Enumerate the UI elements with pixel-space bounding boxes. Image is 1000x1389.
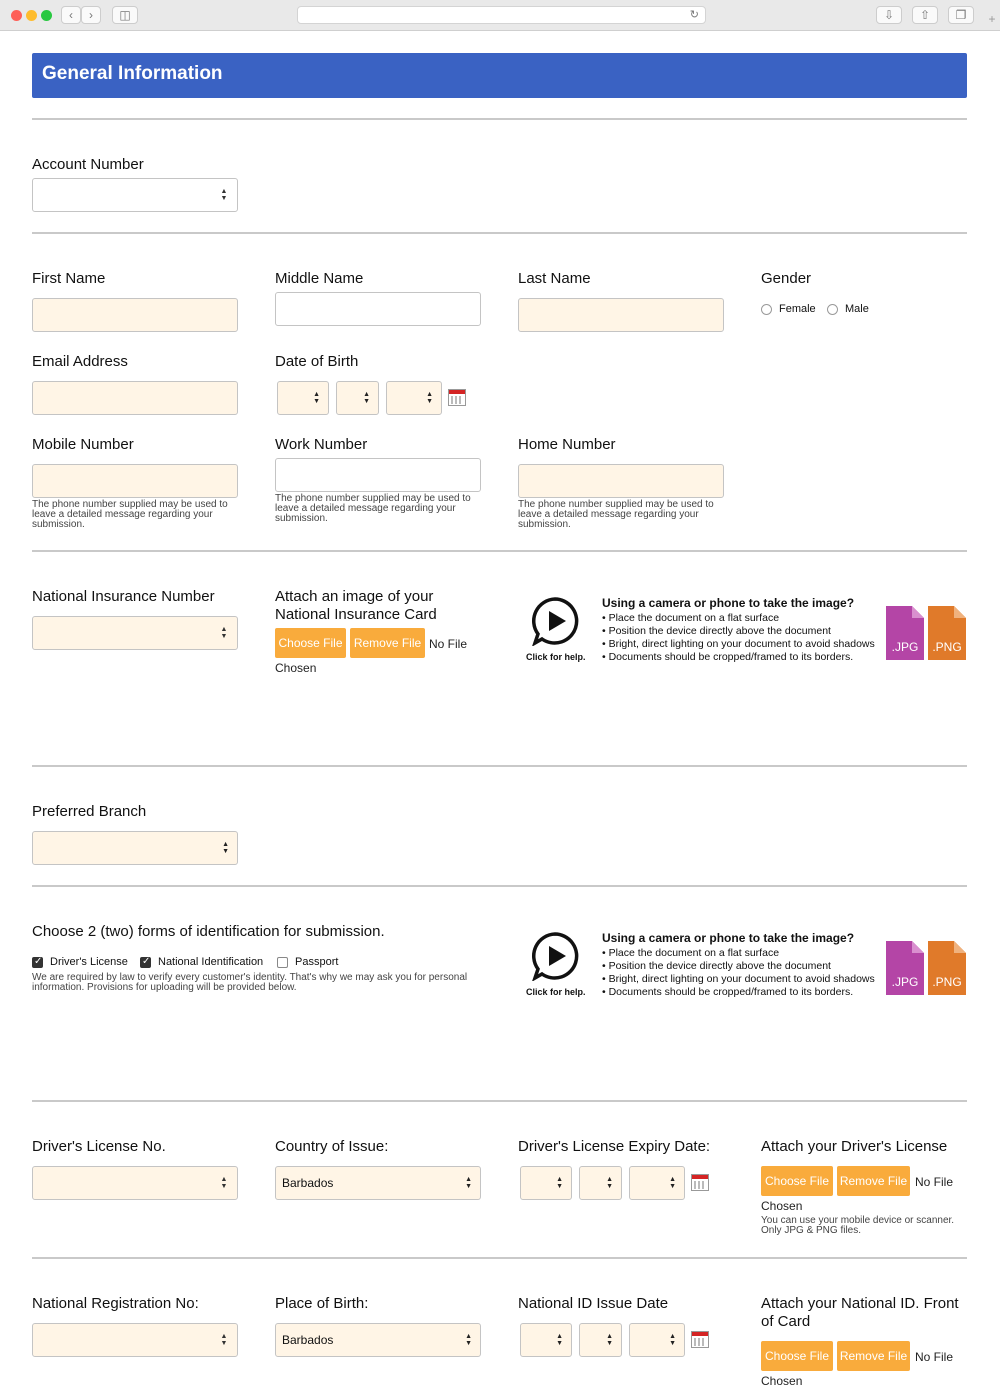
passport-label: Passport <box>295 956 339 968</box>
country-issue-select[interactable] <box>275 1166 481 1200</box>
middle-name-input[interactable] <box>275 292 481 326</box>
help-title: Using a camera or phone to take the image? <box>602 596 855 610</box>
jpg-label: .JPG <box>891 640 919 654</box>
address-bar[interactable] <box>297 6 706 24</box>
remove-file-button[interactable]: Remove File <box>837 1341 910 1371</box>
choose-file-button[interactable]: Choose File <box>761 1341 833 1371</box>
calendar-icon[interactable] <box>448 389 466 406</box>
place-birth-label: Place of Birth: <box>275 1295 369 1312</box>
work-input[interactable] <box>275 458 481 492</box>
chevron-updown-icon: ▲ ▼ <box>669 1176 676 1190</box>
dl-expiry-month-select[interactable] <box>579 1166 622 1200</box>
maximize-window-icon[interactable] <box>41 10 52 21</box>
sidebar-icon[interactable]: ◫ <box>112 6 138 24</box>
attach-nid-label: Attach your National ID. Front of Card <box>761 1295 959 1330</box>
home-label: Home Number <box>518 436 616 453</box>
id-note: We are required by law to verify every customer's identity. That's why we may ask you for personal information. Provisions for uploading will be provided below. <box>32 972 468 993</box>
help-tip: • Bright, direct lighting on your document to avoid shadows <box>602 973 875 985</box>
drivers-license-label: Driver's License <box>50 956 128 968</box>
click-for-help-text[interactable]: Click for help. <box>526 652 586 662</box>
stepper-icon[interactable]: ▲ ▼ <box>220 1333 228 1347</box>
email-label: Email Address <box>32 353 128 370</box>
png-label: .PNG <box>932 640 962 654</box>
minimize-window-icon[interactable] <box>26 10 37 21</box>
help-tip: • Documents should be cropped/framed to its borders. <box>602 986 854 998</box>
email-input[interactable] <box>32 381 238 415</box>
help-tip: • Place the document on a flat surface <box>602 612 780 624</box>
gender-female-label: Female <box>779 303 816 315</box>
account-number-input[interactable] <box>32 178 238 212</box>
chevron-updown-icon: ▲ ▼ <box>556 1176 563 1190</box>
passport-checkbox[interactable] <box>277 957 288 968</box>
gender-label: Gender <box>761 270 812 287</box>
choose-file-button[interactable]: Choose File <box>761 1166 833 1196</box>
help-tip: • Documents should be cropped/framed to its borders. <box>602 651 854 663</box>
chevron-updown-icon: ▲ ▼ <box>313 391 320 405</box>
dob-year-select[interactable] <box>386 381 442 415</box>
dl-no-label: Driver's License No. <box>32 1138 166 1155</box>
chevron-updown-icon: ▲ ▼ <box>465 1333 472 1347</box>
mobile-label: Mobile Number <box>32 436 134 453</box>
chevron-updown-icon: ▲ ▼ <box>363 391 370 405</box>
png-label: .PNG <box>932 975 962 989</box>
no-file-text: No File <box>429 637 468 651</box>
tabs-icon[interactable]: ❐ <box>948 6 974 24</box>
choose-file-button[interactable]: Choose File <box>275 628 346 658</box>
last-name-input[interactable] <box>518 298 724 332</box>
account-number-label: Account Number <box>32 156 144 173</box>
forward-icon[interactable]: › <box>81 6 101 24</box>
place-birth-select[interactable] <box>275 1323 481 1357</box>
calendar-icon[interactable] <box>691 1174 709 1191</box>
dl-expiry-year-select[interactable] <box>629 1166 685 1200</box>
chevron-updown-icon: ▲ ▼ <box>606 1333 613 1347</box>
play-help-icon[interactable] <box>530 596 580 646</box>
chevron-updown-icon: ▲ ▼ <box>426 391 433 405</box>
drivers-license-checkbox[interactable] <box>32 957 43 968</box>
download-icon[interactable]: ⇩ <box>876 6 902 24</box>
home-input[interactable] <box>518 464 724 498</box>
section-header <box>32 53 967 98</box>
chevron-updown-icon: ▲ ▼ <box>606 1176 613 1190</box>
country-issue-value: Barbados <box>282 1176 334 1190</box>
dl-expiry-day-select[interactable] <box>520 1166 572 1200</box>
nid-issue-day-select[interactable] <box>520 1323 572 1357</box>
country-issue-label: Country of Issue: <box>275 1138 389 1155</box>
chevron-updown-icon: ▲ ▼ <box>556 1333 563 1347</box>
dob-label: Date of Birth <box>275 353 359 370</box>
click-for-help-text[interactable]: Click for help. <box>526 987 586 997</box>
attach-nic-label: Attach an image of your National Insurance Card <box>275 588 437 623</box>
last-name-label: Last Name <box>518 270 591 287</box>
share-icon[interactable]: ⇧ <box>912 6 938 24</box>
chevron-updown-icon: ▲ ▼ <box>222 841 229 855</box>
divider <box>32 765 967 767</box>
preferred-branch-select[interactable] <box>32 831 238 865</box>
help-tip: • Place the document on a flat surface <box>602 947 780 959</box>
gender-female-radio[interactable] <box>761 304 772 315</box>
nin-label: National Insurance Number <box>32 588 215 605</box>
reload-icon[interactable]: ↻ <box>689 9 699 21</box>
help-title: Using a camera or phone to take the image? <box>602 931 855 945</box>
divider <box>32 550 967 552</box>
place-birth-value: Barbados <box>282 1333 334 1347</box>
chosen-text: Chosen <box>761 1199 803 1213</box>
calendar-icon[interactable] <box>691 1331 709 1348</box>
back-icon[interactable]: ‹ <box>61 6 81 24</box>
divider <box>32 232 967 234</box>
browser-toolbar <box>0 0 1000 31</box>
chosen-text: Chosen <box>275 661 317 675</box>
nat-reg-input[interactable] <box>32 1323 238 1357</box>
remove-file-button[interactable]: Remove File <box>350 628 425 658</box>
first-name-label: First Name <box>32 270 106 287</box>
nin-input[interactable] <box>32 616 238 650</box>
stepper-icon[interactable]: ▲ ▼ <box>220 188 228 202</box>
play-help-icon[interactable] <box>530 931 580 981</box>
gender-male-radio[interactable] <box>827 304 838 315</box>
divider <box>32 885 967 887</box>
work-hint: The phone number supplied may be used to leave a detailed message regarding your submission. <box>275 493 471 524</box>
preferred-branch-label: Preferred Branch <box>32 803 147 820</box>
middle-name-label: Middle Name <box>275 270 364 287</box>
new-tab-icon[interactable]: + <box>988 12 996 26</box>
dl-expiry-label: Driver's License Expiry Date: <box>518 1138 711 1155</box>
nid-issue-year-select[interactable] <box>629 1323 685 1357</box>
jpg-label: .JPG <box>891 975 919 989</box>
mobile-hint: The phone number supplied may be used to leave a detailed message regarding your submission. <box>32 499 228 530</box>
help-tip: • Position the device directly above the document <box>602 960 831 972</box>
help-tip: • Bright, direct lighting on your document to avoid shadows <box>602 638 875 650</box>
first-name-input[interactable] <box>32 298 238 332</box>
dl-note: You can use your mobile device or scanner. Only JPG & PNG files. <box>761 1215 955 1236</box>
no-file-text: No File <box>915 1350 954 1364</box>
help-tip: • Position the device directly above the document <box>602 625 831 637</box>
chosen-text: Chosen <box>761 1374 803 1388</box>
gender-male-label: Male <box>845 303 869 315</box>
stepper-icon[interactable]: ▲ ▼ <box>220 626 228 640</box>
national-id-checkbox[interactable] <box>140 957 151 968</box>
no-file-text: No File <box>915 1175 954 1189</box>
dl-no-input[interactable] <box>32 1166 238 1200</box>
chevron-updown-icon: ▲ ▼ <box>465 1176 472 1190</box>
national-id-label: National Identification <box>158 956 264 968</box>
attach-dl-label: Attach your Driver's License <box>761 1138 948 1155</box>
dob-day-select[interactable] <box>277 381 329 415</box>
stepper-icon[interactable]: ▲ ▼ <box>220 1176 228 1190</box>
divider <box>32 118 967 120</box>
work-label: Work Number <box>275 436 368 453</box>
mobile-input[interactable] <box>32 464 238 498</box>
close-window-icon[interactable] <box>11 10 22 21</box>
section-title: General Information <box>42 63 223 84</box>
divider <box>32 1257 967 1259</box>
nid-issue-label: National ID Issue Date <box>518 1295 669 1312</box>
divider <box>32 1100 967 1102</box>
dob-month-select[interactable] <box>336 381 379 415</box>
choose-id-label: Choose 2 (two) forms of identification for submission. <box>32 923 385 940</box>
home-hint: The phone number supplied may be used to leave a detailed message regarding your submission. <box>518 499 714 530</box>
remove-file-button[interactable]: Remove File <box>837 1166 910 1196</box>
nid-issue-month-select[interactable] <box>579 1323 622 1357</box>
chevron-updown-icon: ▲ ▼ <box>669 1333 676 1347</box>
nat-reg-label: National Registration No: <box>32 1295 199 1312</box>
